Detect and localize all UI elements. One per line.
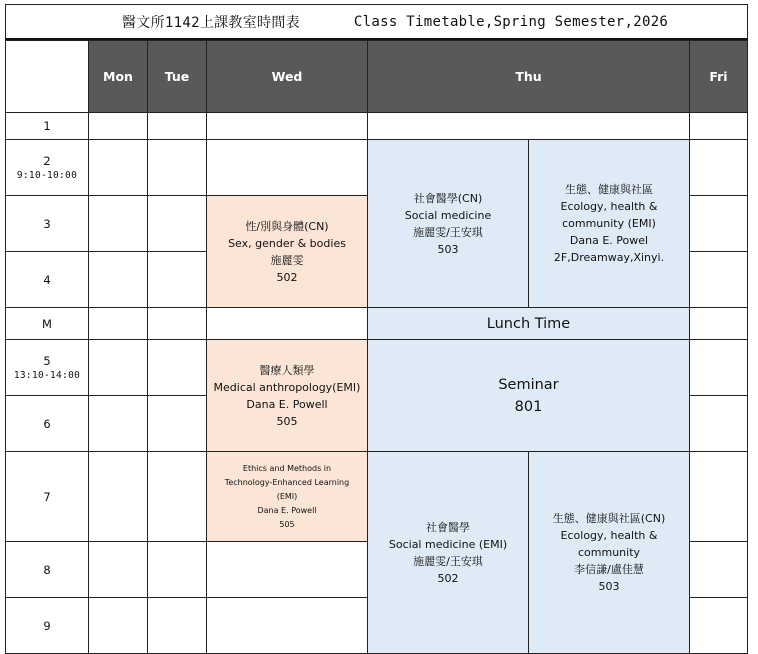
course-title-cn: 醫療人類學 [259,363,315,377]
slot-mon-6 [88,395,148,452]
period-number: 9 [43,618,51,633]
course-title-line: Technology-Enhanced Learning [224,477,350,487]
course-title-cn: 生態、健康與社區(CN) [552,512,666,525]
day-header-wed: Wed [206,40,368,113]
lunch-label: Lunch Time [486,315,571,332]
slot-tue-m [147,307,207,340]
slot-wed-9 [206,597,368,654]
course-title-line: Ethics and Methods in [242,463,332,473]
slot-mon-8 [88,541,148,598]
slot-tue-9 [147,597,207,654]
seminar-block[interactable] [367,339,690,452]
slot-thu-1 [367,112,690,140]
course-title-cn: 社會醫學(CN) [413,191,483,205]
slot-wed-2 [206,139,368,196]
period-number: 3 [43,216,51,231]
slot-tue-3 [147,195,207,252]
course-room: 503 [437,242,459,256]
course-title-en: Ecology, health & [560,529,658,542]
period-number: 8 [43,562,51,577]
slot-fri-1 [689,112,748,140]
course-title-cn: 性/別與身體(CN) [245,219,329,233]
slot-mon-2 [88,139,148,196]
seminar-room: 801 [514,398,543,415]
course-title-en: Sex, gender & bodies [228,236,346,250]
course-block-ecology-cn[interactable] [528,451,690,654]
course-block-social-med-cn[interactable] [367,139,529,308]
slot-mon-4 [88,251,148,308]
period-label-m [5,307,89,340]
course-instructor: 施麗雯/王安琪 [413,554,483,568]
lunch-time-block [367,307,690,340]
course-instructor: 施麗雯/王安琪 [413,225,483,239]
day-header-fri: Fri [689,40,748,113]
day-header-mon: Mon [88,40,148,113]
slot-tue-4 [147,251,207,308]
course-instructor: 施麗雯 [270,253,304,267]
course-room: 502 [437,571,459,585]
course-instructor: Dana E. Powell [257,505,317,515]
day-header-tue: Tue [147,40,207,113]
slot-mon-9 [88,597,148,654]
course-title-en: community (EMI) [562,217,656,230]
period-label-8 [5,541,89,598]
course-title-en: Medical anthropology(EMI) [213,380,361,394]
period-number: 5 [43,354,51,368]
slot-mon-1 [88,112,148,140]
slot-mon-m [88,307,148,340]
slot-tue-2 [147,139,207,196]
period-label-9 [5,597,89,654]
slot-wed-1 [206,112,368,140]
title-chinese: 醫文所1142上課教室時間表 [122,14,300,31]
title-english: Class Timetable,Spring Semester,2026 [353,13,669,30]
period-number: 4 [43,272,51,287]
slot-fri-5 [689,339,748,396]
period-number: 7 [43,489,51,504]
course-instructor: Dana E. Powell [246,397,328,411]
period-time: 13:10-14:00 [13,370,81,381]
slot-fri-8 [689,541,748,598]
slot-mon-3 [88,195,148,252]
course-instructor: Dana E. Powel [569,234,649,247]
course-room: 505 [279,519,295,529]
period-number: M [42,316,52,331]
slot-fri-4 [689,251,748,308]
course-title-en: Ecology, health & [560,200,658,213]
period-label-4 [5,251,89,308]
slot-tue-5 [147,339,207,396]
slot-fri-7 [689,451,748,542]
period-number: 2 [43,154,51,168]
course-language: (EMI) [276,491,298,501]
seminar-title: Seminar [498,376,559,393]
course-title-en: Social medicine [404,208,492,222]
course-title-en: community [577,546,641,559]
period-label-3 [5,195,89,252]
period-number: 6 [43,416,51,431]
course-block-body-gender[interactable] [206,195,368,308]
course-block-social-med-emi[interactable] [367,451,529,654]
course-block-ecology-emi[interactable] [528,139,690,308]
course-block-ethics-methods[interactable] [206,451,368,542]
course-block-med-anthro[interactable] [206,339,368,452]
slot-wed-m [206,307,368,340]
course-title-cn: 社會醫學 [426,520,470,534]
period-label-6 [5,395,89,452]
period-label-2 [5,139,89,196]
slot-fri-9 [689,597,748,654]
slot-fri-m [689,307,748,340]
course-title-en: Social medicine (EMI) [388,537,508,551]
period-label-1 [5,112,89,140]
course-room: 502 [276,270,298,284]
course-room: 505 [276,414,298,428]
slot-fri-3 [689,195,748,252]
slot-tue-8 [147,541,207,598]
period-label-5 [5,339,89,396]
slot-mon-7 [88,451,148,542]
slot-wed-8 [206,541,368,598]
day-header-thu: Thu [367,40,690,113]
timetable-title [5,4,748,40]
corner-cell [5,40,89,113]
slot-tue-1 [147,112,207,140]
slot-fri-6 [689,395,748,452]
course-room: 2F,Dreamway,Xinyi. [553,251,665,264]
slot-tue-7 [147,451,207,542]
period-time: 9:10-10:00 [16,170,78,181]
period-number: 1 [43,119,51,133]
course-room: 503 [598,580,620,593]
period-label-7 [5,451,89,542]
slot-fri-2 [689,139,748,196]
course-instructor: 李信謙/盧佳慧 [574,563,644,576]
slot-mon-5 [88,339,148,396]
slot-tue-6 [147,395,207,452]
course-title-cn: 生態、健康與社區 [565,183,653,196]
